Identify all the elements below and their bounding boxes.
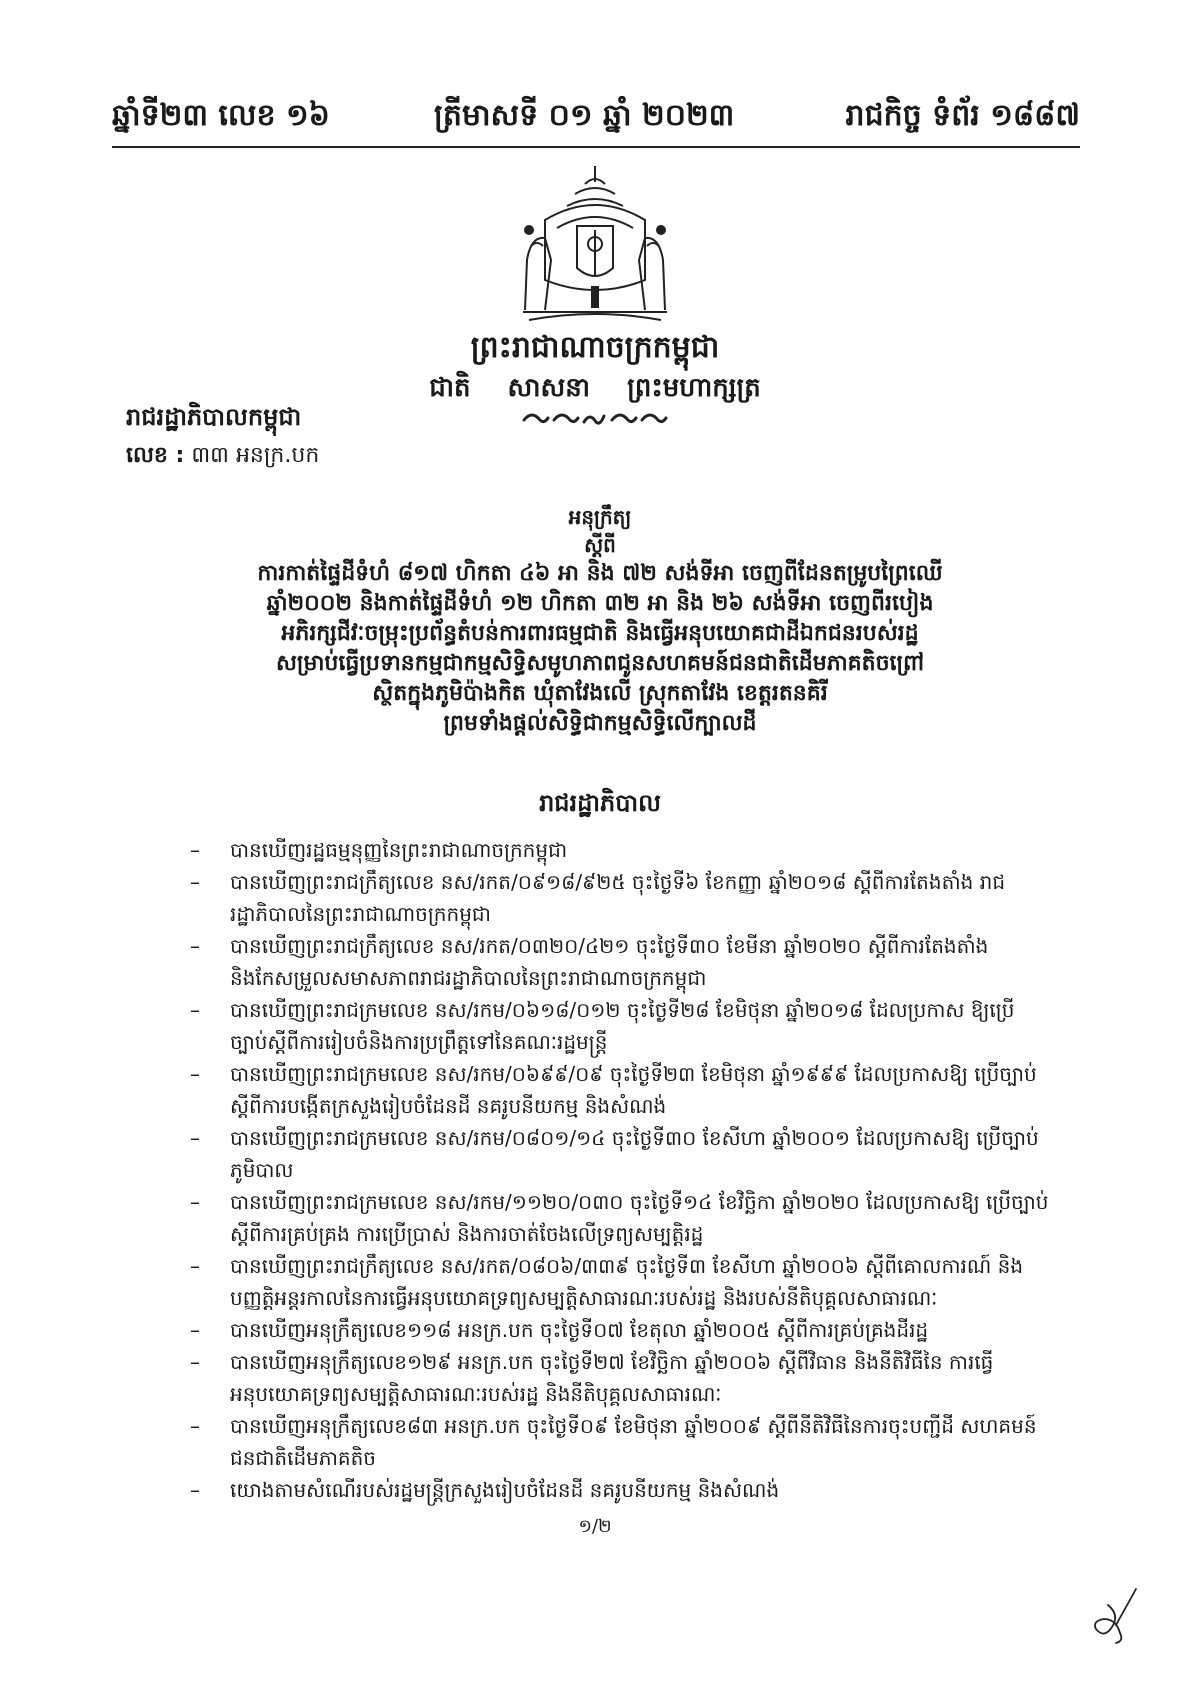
gazette-header (112, 96, 1080, 146)
list-item-text: បានឃើញអនុក្រឹត្យលេខ១២៩ អនក្រ.បក ចុះថ្ងៃទី២៧ ខែវិច្ឆិកា ឆ្នាំ២០០៦ ស្តីពីវិធាន និងនីតិវិធីនៃ ការធ្វើអនុបយោគទ្រព្យសម្បត្តិសាធារណៈរបស់រដ្ឋ និងនីតិបុគ្គលសាធារណៈ (230, 1350, 994, 1406)
gazette-year-issue: ឆ្នាំទី២៣ លេខ ១៦ (112, 98, 330, 133)
list-item (190, 1314, 1050, 1346)
title-line: ព្រមទាំងផ្តល់សិទ្ធិជាកម្មសិទ្ធិលើក្បាលដី (443, 711, 757, 736)
bullet-dash: – (190, 1478, 200, 1502)
list-item-text: បានឃើញព្រះរាជក្រឹត្យលេខ នស/រកត/០៩១៨/៩២៥ ចុះថ្ងៃទី៦ ខែកញ្ញា ឆ្នាំ២០១៨ ស្តីពីការតែងតាំង រាជរដ្ឋាភិបាលនៃព្រះរាជាណាចក្រកម្ពុជា (230, 870, 1006, 926)
list-item (190, 1186, 1050, 1250)
list-item-text: បានឃើញព្រះរាជក្រមលេខ នស/រកម/០៨០១/១៤ ចុះថ្ងៃទី៣០ ខែសីហា ឆ្នាំ២០០១ ដែលប្រកាសឱ្យ ប្រើច្បាប់ភូមិបាល (230, 1126, 1039, 1182)
list-item (190, 1410, 1050, 1474)
title-line: ស្ថិតក្នុងភូមិប៉ាងកិត ឃុំតាវែងលើ ស្រុកតាវែង ខេត្តរតនគិរី (372, 681, 828, 706)
list-item-text: បានឃើញអនុក្រឹត្យលេខ១១៨ អនក្រ.បក ចុះថ្ងៃទី០៧ ខែតុលា ឆ្នាំ២០០៥ ស្តីពីការគ្រប់គ្រងដីរដ្ឋ (230, 1318, 929, 1342)
list-item-text: បានឃើញអនុក្រឹត្យលេខ៨៣ អនក្រ.បក ចុះថ្ងៃទី០៩ ខែមិថុនា ឆ្នាំ២០០៩ ស្តីពីនីតិវិធីនៃការចុះបញ្ជីដី សហគមន៍ជនជាតិដើមភាគតិច (230, 1414, 1037, 1470)
list-item (190, 1250, 1050, 1314)
gazette-page-number: រាជកិច្ច ទំព័រ ១៨៨៧ (845, 98, 1080, 133)
list-item (190, 834, 1050, 866)
handwritten-signature-icon (1086, 1585, 1142, 1647)
list-item-text: បានឃើញរដ្ឋធម្មនុញ្ញនៃព្រះរាជាណាចក្រកម្ពុជា (230, 838, 568, 862)
title-line: ឆ្នាំ២០០២ និងកាត់ផ្ទៃដីទំហំ ១២ ហិកតា ៣២ អា និង ២៦ សង់ទីអា ចេញពីរបៀង (266, 591, 934, 616)
bullet-dash: – (190, 1062, 200, 1086)
preamble-list (190, 834, 1050, 1506)
bullet-dash: – (190, 1126, 200, 1150)
document-title-block (160, 503, 1040, 739)
list-item-text: បានឃើញព្រះរាជក្រឹត្យលេខ នស/រកត/០៨០៦/៣៣៩ ចុះថ្ងៃទី៣ ខែសីហា ឆ្នាំ២០០៦ ស្តីពីគោលការណ៍ និងបញ្ញត្តិអន្តរកាលនៃការធ្វើអនុបយោគទ្រព្យសម្បត្តិសាធារណៈរបស់រដ្ឋ និងរបស់នីតិបុគ្គលសាធារណៈ (230, 1254, 1024, 1310)
list-item-text: បានឃើញព្រះរាជក្រមលេខ នស/រកម/០៦៩៩/០៩ ចុះថ្ងៃទី២៣ ខែមិថុនា ឆ្នាំ១៩៩៩ ដែលប្រកាសឱ្យ ប្រើច្បាប់ស្តីពីការបង្កើតក្រសួងរៀបចំដែនដី នគរូបនីយកម្ម និងសំណង់ (230, 1062, 1037, 1118)
royal-coat-of-arms-icon (505, 160, 685, 328)
title-line: អភិរក្សជីវៈចម្រុះប្រព័ន្ធតំបន់ការពារធម្មជាតិ និងធ្វើអនុបយោគជាដីឯកជនរបស់រដ្ឋ (281, 621, 919, 646)
list-item (190, 866, 1050, 930)
national-motto: ជាតិ សាសនា ព្រះមហាក្សត្រ (429, 373, 761, 403)
bullet-dash: – (190, 1414, 200, 1438)
gazette-quarter: ត្រីមាសទី ០១ ឆ្នាំ ២០២៣ (434, 98, 735, 133)
bullet-dash: – (190, 934, 200, 958)
issuing-authority: រាជរដ្ឋាភិបាលកម្ពុជា (126, 403, 302, 431)
list-item (190, 1474, 1050, 1506)
list-item-text: បានឃើញព្រះរាជក្រឹត្យលេខ នស/រកត/០៣២០/៤២១ ចុះថ្ងៃទី៣០ ខែមីនា ឆ្នាំ២០២០ ស្តីពីការតែងតាំង និងកែសម្រួលសមាសភាពរាជរដ្ឋាភិបាលនៃព្រះរាជាណាចក្រកម្ពុជា (230, 934, 989, 990)
list-item-text: យោងតាមសំណើរបស់រដ្ឋមន្ត្រីក្រសួងរៀបចំដែនដី នគរូបនីយកម្ម និងសំណង់ (230, 1478, 780, 1502)
section-heading: រាជរដ្ឋាភិបាល (539, 789, 661, 817)
bullet-dash: – (190, 1318, 200, 1342)
reference-number (126, 440, 319, 472)
bullet-dash: – (190, 870, 200, 894)
list-item (190, 930, 1050, 994)
header-divider (112, 146, 1080, 148)
bullet-dash: – (190, 1350, 200, 1374)
list-item-text: បានឃើញព្រះរាជក្រមលេខ នស/រកម/១១២០/០៣០ ចុះថ្ងៃទី១៤ ខែវិច្ឆិកា ឆ្នាំ២០២០ ដែលប្រកាសឱ្យ ប្រើច្បាប់ស្តីពីការគ្រប់គ្រង ការប្រើប្រាស់ និងការចាត់ចែងលើទ្រព្យសម្បត្តិរដ្ឋ (230, 1190, 1049, 1246)
bullet-dash: – (190, 998, 200, 1022)
kingdom-title: ព្រះរាជាណាចក្រកម្ពុជា (470, 330, 720, 365)
list-item (190, 1122, 1050, 1186)
bullet-dash: – (190, 1190, 200, 1214)
decorative-ornament-icon (520, 408, 670, 428)
reference-value: ៣៣ អនក្រ.បក (191, 443, 320, 468)
bullet-dash: – (190, 838, 200, 862)
list-item-text: បានឃើញព្រះរាជក្រមលេខ នស/រកម/០៦១៨/០១២ ចុះថ្ងៃទី២៨ ខែមិថុនា ឆ្នាំ២០១៨ ដែលប្រកាស ឱ្យប្រើច្បាប់ស្តីពីការរៀបចំនិងការប្រព្រឹត្តទៅនៃគណៈរដ្ឋមន្ត្រី (230, 998, 1015, 1054)
list-item (190, 1346, 1050, 1410)
list-item (190, 994, 1050, 1058)
list-item (190, 1058, 1050, 1122)
title-line: ការកាត់ផ្ទៃដីទំហំ ៨១៧ ហិកតា ៤៦ អា និង ៧២ សង់ទីអា ចេញពីដែនតម្រូបព្រៃឈើ (257, 561, 943, 586)
title-line: សម្រាប់ធ្វើប្រទានកម្មជាកម្មសិទ្ធិសមូហភាពជូនសហគមន៍ជនជាតិដើមភាគតិចព្រៅ (275, 651, 925, 676)
reference-label: លេខ : (126, 443, 185, 468)
bullet-dash: – (190, 1254, 200, 1278)
page-number: ១/២ (578, 1516, 612, 1537)
document-about: ស្តីពី (584, 533, 616, 557)
document-type: អនុក្រឹត្យ (568, 505, 632, 529)
